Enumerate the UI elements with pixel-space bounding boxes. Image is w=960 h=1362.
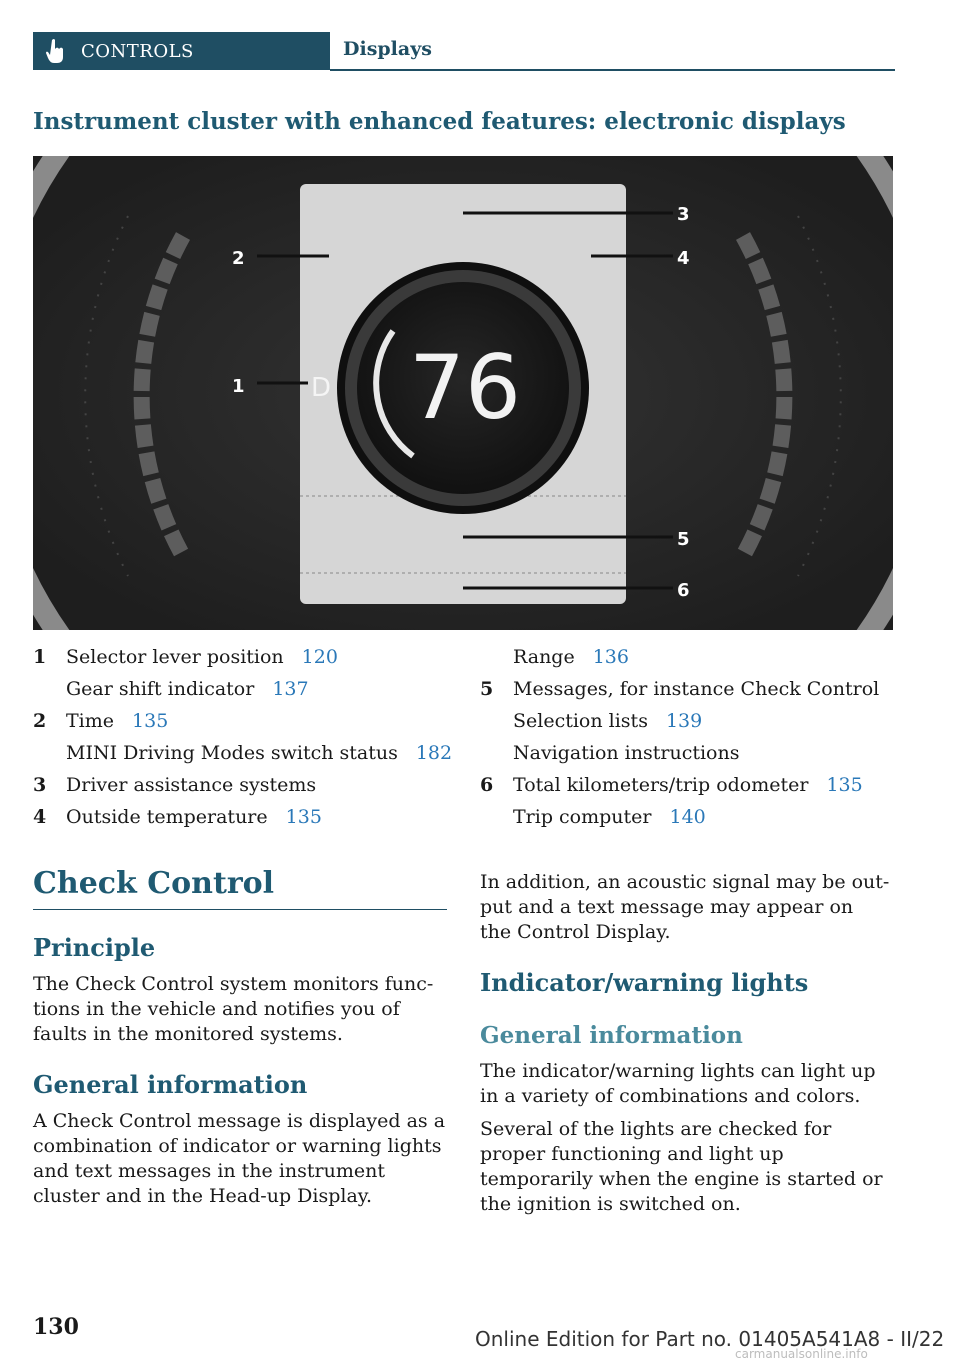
legend-item: 3 Driver assistance systems — [33, 774, 317, 796]
callout-3: 3 — [677, 204, 690, 225]
general-info-heading: General information — [33, 1070, 308, 1099]
chapter-label: Displays — [343, 38, 432, 60]
legend-item: 4 Outside temperature 135 — [33, 801, 452, 833]
legend-item: Gear shift indicator 137 — [33, 673, 452, 705]
page-ref-link[interactable]: 139 — [665, 710, 703, 732]
legend-item: 1 Selector lever position 120 — [33, 641, 452, 673]
page-ref-link[interactable]: 182 — [415, 742, 453, 764]
gear-letter: D — [311, 373, 332, 403]
indicator-text-1: The indicator/warning lights can light up in a variety of combinations and colors. — [480, 1060, 876, 1107]
callout-6: 6 — [677, 580, 690, 601]
legend-item: 6 Total kilometers/trip odometer 135 — [480, 769, 897, 801]
indicator-warning-heading: Indicator/warning lights — [480, 968, 809, 997]
principle-heading: Principle — [33, 933, 156, 962]
section-tab — [33, 32, 330, 70]
speed-readout: 76 — [409, 336, 521, 439]
heading-rule — [33, 909, 447, 910]
section-label: CONTROLS — [81, 40, 194, 62]
principle-text: The Check Control system monitors func‐ tions in the vehicle and notifies you of faults in the monitored systems. — [33, 973, 434, 1045]
callout-5: 5 — [677, 529, 690, 550]
page-ref-link[interactable]: 135 — [132, 710, 169, 732]
legend-item: Navigation instructions — [513, 742, 740, 764]
callout-4: 4 — [677, 248, 690, 269]
callout-1: 1 — [232, 376, 245, 397]
legend-item: Range 136 — [480, 641, 897, 673]
callout-2: 2 — [232, 248, 245, 269]
page-number: 130 — [33, 1314, 79, 1340]
legend-right — [480, 641, 897, 833]
page-ref-link[interactable]: 137 — [272, 678, 309, 700]
page-ref-link[interactable]: 120 — [301, 646, 338, 668]
footer-edition: Online Edition for Part no. 01405A541A8 - II/22 — [475, 1327, 945, 1351]
page-ref-link[interactable]: 135 — [285, 806, 322, 828]
header-rule — [330, 69, 895, 71]
legend-item: 2 Time 135 — [33, 705, 452, 737]
acoustic-signal-text: In addition, an acoustic signal may be out‐ put and a text message may appear on the Control Display. — [480, 871, 890, 943]
instrument-cluster-illustration — [33, 156, 893, 630]
page-ref-link[interactable]: 136 — [592, 646, 629, 668]
legend-item: Trip computer 140 — [480, 801, 897, 833]
indicator-text-2: Several of the lights are checked for proper functioning and light up temporarily when the engine is started or the ignition is switched on. — [480, 1118, 883, 1215]
general-info-text: A Check Control message is displayed as a combination of indicator or warning lights and text messages in the instrument cluster and in the Head-up Display. — [33, 1110, 446, 1207]
instrument-cluster-figure — [33, 156, 893, 630]
legend-left — [33, 641, 452, 833]
legend-item: 5 Messages, for instance Check Control — [480, 678, 880, 700]
check-control-heading: Check Control — [33, 866, 275, 901]
watermark: carmanualsonline.info — [735, 1347, 868, 1361]
section-title: Instrument cluster with enhanced features: electronic displays — [33, 108, 846, 135]
pointing-hand-icon — [45, 38, 65, 64]
page-ref-link[interactable]: 140 — [669, 806, 706, 828]
legend-item: MINI Driving Modes switch status 182 — [33, 737, 452, 769]
indicator-general-heading: General information — [480, 1022, 743, 1049]
page-ref-link[interactable]: 135 — [826, 774, 863, 796]
legend-item: Selection lists 139 — [480, 705, 897, 737]
